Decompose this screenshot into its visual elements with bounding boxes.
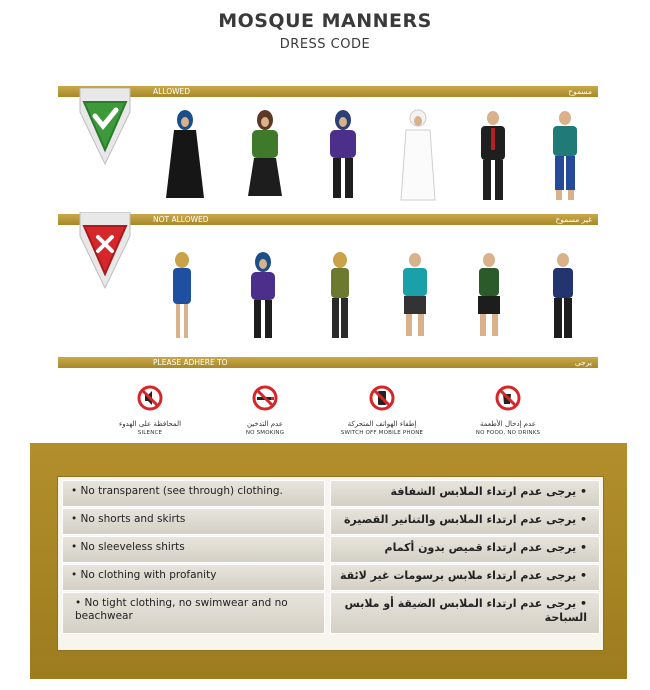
adhere-band [58, 357, 598, 368]
silence-icon [137, 385, 163, 411]
allowed-label-ar: مسموح [568, 87, 592, 96]
figure-tight-purple-woman [238, 250, 288, 342]
not-allowed-band [58, 214, 598, 225]
figure-sleeveless-woman [315, 250, 365, 342]
silence-label-ar: المحافظة على الهدوء [118, 420, 182, 428]
not-allowed-label-ar: غير مسموح [555, 215, 592, 224]
rule-ar: • يرجى عدم ارتداء الملابس والتنانير القصيرة [330, 508, 600, 535]
rule-en: • No tight clothing, no swimwear and no beachwear [62, 592, 325, 634]
no-phone-rule [322, 385, 442, 436]
page-title: MOSQUE MANNERS [218, 10, 432, 32]
rule-en: • No shorts and skirts [62, 508, 325, 535]
figure-green-shirt-woman [240, 108, 290, 200]
no-food-rule [448, 385, 568, 436]
figure-suit-man [468, 108, 518, 202]
figure-abaya-woman [160, 108, 210, 200]
no-smoking-label-ar: عدم التدخين [246, 420, 284, 428]
rule-ar: • يرجى عدم ارتداء ملابس برسومات غير لائقة [330, 564, 600, 591]
no-smoking-rule [205, 385, 325, 436]
rule-en: • No clothing with profanity [62, 564, 325, 591]
no-phone-label-ar: إطفاء الهواتف المتحركة [347, 420, 417, 428]
figure-shorts-man [390, 250, 440, 342]
allowed-band [58, 86, 598, 97]
cross-badge-icon [74, 212, 136, 290]
no-smoking-label: NO SMOKING [245, 430, 285, 436]
silence-rule [90, 385, 210, 436]
no-smoking-icon [252, 385, 278, 411]
adhere-label-ar: يرجى [574, 358, 592, 367]
no-phone-label: SWITCH OFF MOBILE PHONE [340, 430, 424, 436]
silence-label: SILENCE [137, 430, 163, 436]
figure-blue-dress-woman [157, 250, 207, 342]
rule-en: • No transparent (see through) clothing. [62, 480, 325, 507]
rule-en: • No sleeveless shirts [62, 536, 325, 563]
figure-purple-top-woman [318, 108, 368, 200]
allowed-label: ALLOWED [153, 87, 191, 96]
check-badge-icon [74, 88, 136, 166]
figure-teal-shirt-man [540, 108, 590, 202]
page-subtitle: DRESS CODE [279, 37, 371, 52]
figure-white-thobe-man [393, 108, 443, 202]
rule-ar: • يرجى عدم ارتداء قميص بدون أكمام [330, 536, 600, 563]
figure-sleeveless-man [538, 250, 588, 342]
rule-ar: • يرجى عدم ارتداء الملابس الضيقة أو ملابس السباحة [330, 592, 600, 634]
no-food-icon [495, 385, 521, 411]
figure-vest-shorts-man [464, 250, 514, 342]
not-allowed-label: NOT ALLOWED [153, 215, 209, 224]
rule-ar: • يرجى عدم ارتداء الملابس الشفافة [330, 480, 600, 507]
no-food-label: NO FOOD, NO DRINKS [475, 430, 541, 436]
adhere-label: PLEASE ADHERE TO [153, 358, 228, 367]
no-food-label-ar: عدم إدخال الأطعمة [480, 420, 536, 428]
no-phone-icon [369, 385, 395, 411]
